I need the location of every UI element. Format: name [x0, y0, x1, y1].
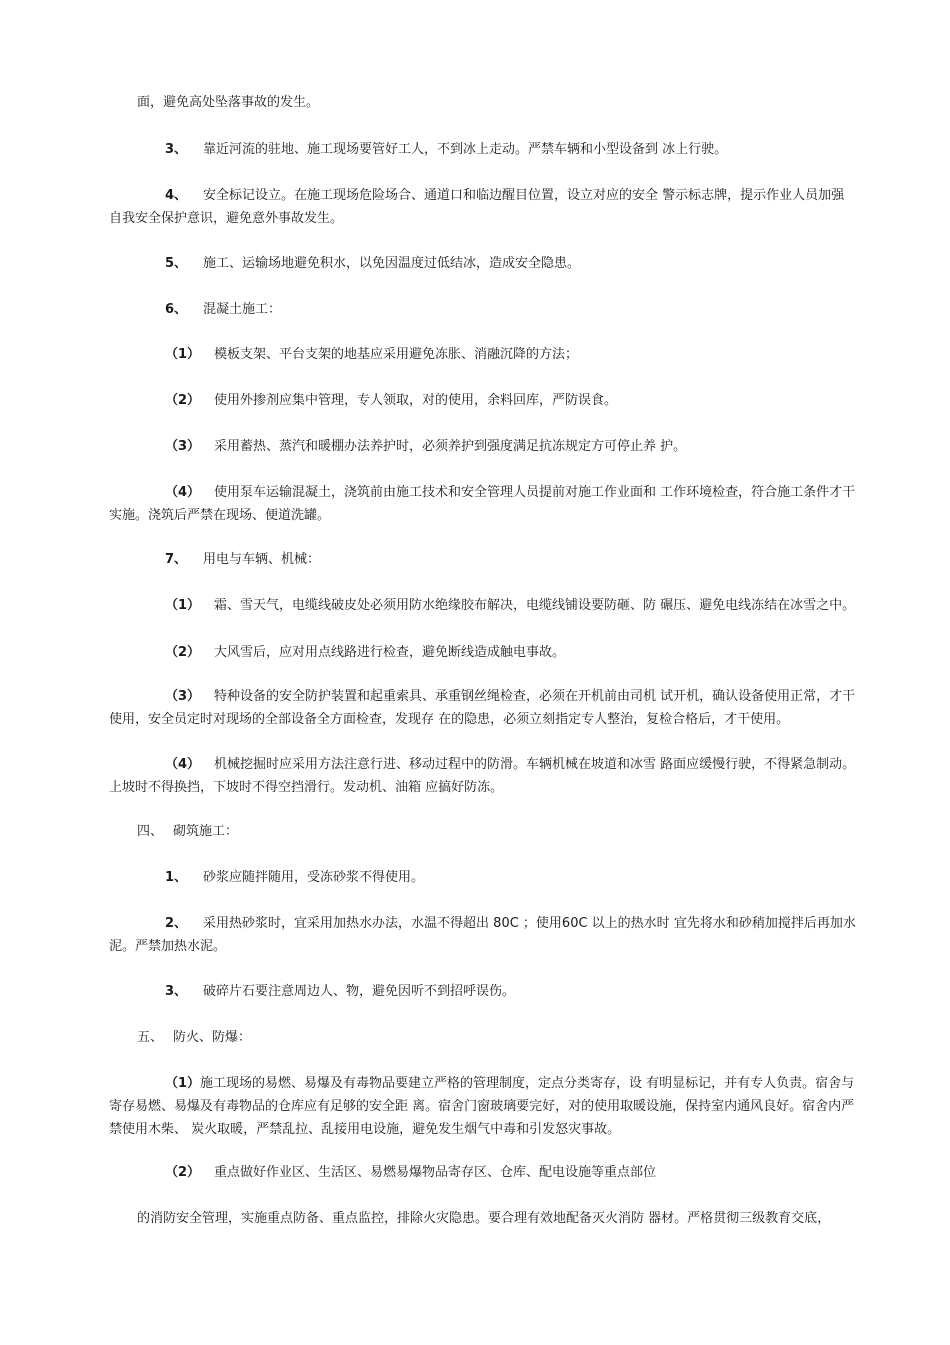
- item-number: 3、: [165, 142, 188, 157]
- paragraph-text: 的消防安全管理，实施重点防备、重点监控，排除火灾隐患。要合理有效地配备灭火消防 器材。严格贯彻三级教育交底，: [137, 1211, 831, 1226]
- paragraph-text: 机械挖掘时应采用方法注意行进、移动过程中的防滑。车辆机械在坡道和冰雪 路面应缓慢行驶，不得紧急制动。上坡时不得换挡，下坡时不得空挡滑行。发动机、油箱 应搞好防冻。: [109, 757, 856, 795]
- paragraph-text: 采用蓄热、蒸汽和暖棚办法养护时，必须养护到强度满足抗冻规定方可停止养 护。: [214, 439, 687, 454]
- paragraph-text: 使用外掺剂应集中管理，专人领取，对的使用，余料回库，严防误食。: [214, 393, 618, 408]
- paragraph-text: 霜、雪天气，电缆线破皮处必须用防水绝缘胶布解决，电缆线铺设要防砸、防 碾压、避免电线冻结在冰雪之中。: [214, 598, 856, 613]
- item-number: （2）: [165, 1165, 201, 1180]
- paragraph-text: 大风雪后，应对用点线路进行检查，避免断线造成触电事故。: [214, 645, 566, 660]
- paragraph-item-5: [109, 252, 857, 275]
- item-number: （3）: [165, 439, 201, 454]
- paragraph-sub-item-2: [109, 1161, 857, 1184]
- paragraph-text: 安全标记设立。在施工现场危险场合、通道口和临边醒目位置，设立对应的安全 警示标志牌，提示作业人员加强自我安全保护意识，避免意外事故发生。: [109, 188, 845, 226]
- paragraph-continuation: [109, 1207, 857, 1230]
- section-title: 防火、防爆：: [173, 1030, 252, 1045]
- paragraph-text: 靠近河流的驻地、施工现场要管好工人，不到冰上走动。严禁车辆和小型设备到 冰上行驶。: [203, 142, 728, 157]
- item-number: 4、: [165, 188, 188, 203]
- item-number: （4）: [165, 485, 201, 500]
- item-number: 5、: [165, 256, 188, 271]
- paragraph-sub-item-1: [109, 1072, 857, 1141]
- paragraph-sub-item-1: [109, 594, 857, 617]
- item-number: 6、: [165, 302, 188, 317]
- section-heading-4: [109, 820, 857, 843]
- paragraph-text: 面，避免高处坠落事故的发生。: [137, 95, 320, 110]
- item-number: （1）: [165, 598, 201, 613]
- paragraph-text: 破碎片石要注意周边人、物，避免因听不到招呼误伤。: [203, 984, 516, 999]
- item-number: （2）: [165, 645, 201, 660]
- paragraph-sub-item-1: [109, 343, 857, 366]
- paragraph-text: 特种设备的安全防护装置和起重索具、承重钢丝绳检查，必须在开机前由司机 试开机，确认设备使用正常，才干使用，安全员定时对现场的全部设备全方面检查，发现存 在的隐患，必须立刻指定专人整治，复检合格后，才干使用。: [109, 689, 856, 727]
- item-number: （4）: [165, 757, 201, 772]
- paragraph-item-4: [109, 184, 857, 230]
- paragraph-text: 施工现场的易燃、易爆及有毒物品要建立严格的管理制度，定点分类寄存，设 有明显标记，并有专人负责。宿舍与寄存易燃、易爆及有毒物品的仓库应有足够的安全距 离。宿舍门窗玻璃要完好，对的使用取暖设施，保持室内通风良好。宿舍内严禁使用木柴、 炭火取暖，严禁乱拉、乱接用电设施，避免发生烟气中毒和引发怒灾事故。: [109, 1076, 855, 1137]
- paragraph-text: 采用热砂浆时，宜采用加热水办法，水温不得超出 80C ；使用60C 以上的热水时 宜先将水和砂稍加搅拌后再加水泥。严禁加热水泥。: [109, 916, 856, 954]
- section-heading-5: [109, 1026, 857, 1049]
- section-number: 四、: [137, 824, 164, 839]
- paragraph-text: 砂浆应随拌随用，受冻砂浆不得使用。: [203, 870, 425, 885]
- item-number: （1）: [165, 1076, 201, 1091]
- section-title: 砌筑施工：: [173, 824, 239, 839]
- paragraph-item-3: [109, 980, 857, 1003]
- paragraph-text: 重点做好作业区、生活区、易燃易爆物品寄存区、仓库、配电设施等重点部位: [214, 1165, 657, 1180]
- paragraph-sub-item-3: [109, 685, 857, 731]
- item-number: 1、: [165, 870, 188, 885]
- item-number: （1）: [165, 347, 201, 362]
- paragraph-text: 模板支架、平台支架的地基应采用避免冻胀、消融沉降的方法；: [214, 347, 579, 362]
- paragraph-text: 混凝土施工：: [203, 302, 282, 317]
- paragraph-sub-item-4: [109, 753, 857, 799]
- paragraph-item-6: [109, 298, 857, 321]
- paragraph-item-3: [109, 138, 857, 161]
- paragraph-text: 用电与车辆、机械：: [203, 552, 321, 567]
- section-number: 五、: [137, 1030, 164, 1045]
- item-number: 2、: [165, 916, 188, 931]
- item-number: （2）: [165, 393, 201, 408]
- paragraph-text: 使用泵车运输混凝土，浇筑前由施工技术和安全管理人员提前对施工作业面和 工作环境检查，符合施工条件才干实施。浇筑后严禁在现场、便道洗罐。: [109, 485, 856, 523]
- paragraph-text: 施工、运输场地避免积水，以免因温度过低结冰，造成安全隐患。: [203, 256, 581, 271]
- item-number: （3）: [165, 689, 201, 704]
- paragraph-sub-item-3: [109, 435, 857, 458]
- paragraph-sub-item-2: [109, 641, 857, 664]
- paragraph-item-7: [109, 548, 857, 571]
- paragraph-sub-item-2: [109, 389, 857, 412]
- paragraph-continuation: [109, 91, 857, 114]
- paragraph-item-2: [109, 912, 857, 958]
- paragraph-sub-item-4: [109, 481, 857, 527]
- item-number: 3、: [165, 984, 188, 999]
- paragraph-item-1: [109, 866, 857, 889]
- item-number: 7、: [165, 552, 188, 567]
